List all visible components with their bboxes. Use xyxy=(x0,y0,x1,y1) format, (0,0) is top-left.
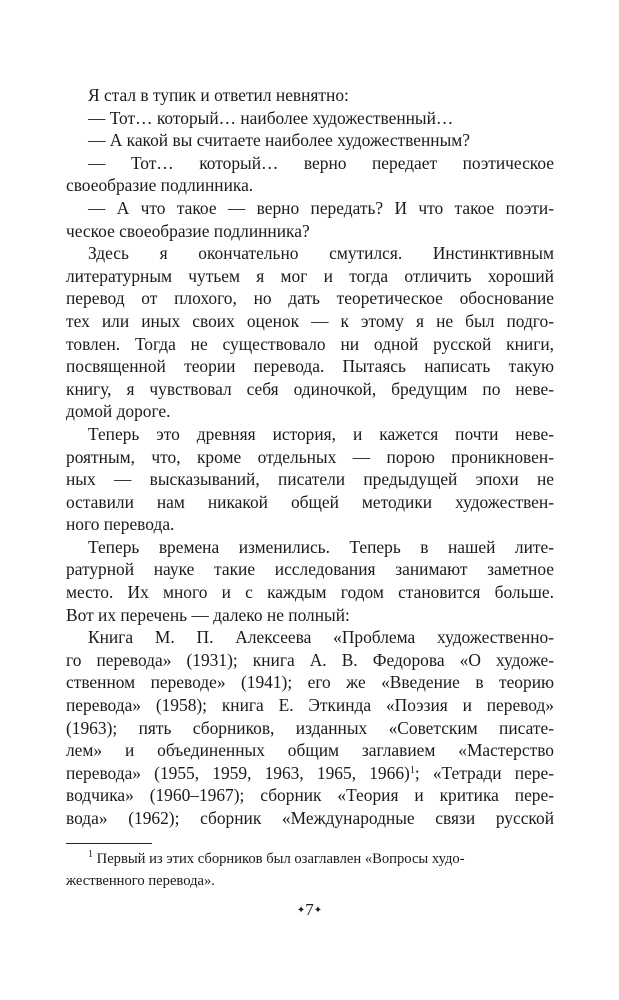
line-text: тех или иных своих оценок — к этому я не был подго- xyxy=(66,310,554,331)
text-line xyxy=(66,265,554,288)
text-line xyxy=(66,152,554,175)
line-text: (1963); пять сборников, изданных «Советским писате- xyxy=(66,717,554,738)
text-line xyxy=(66,513,554,536)
line-text: ; «Тетради пере- xyxy=(414,762,555,783)
text-line xyxy=(66,423,554,446)
footnote-line xyxy=(66,848,554,870)
page-number-value: 7 xyxy=(305,900,314,919)
text-line xyxy=(66,310,554,333)
footnote-reference: 1 xyxy=(409,764,415,776)
line-text: ных — высказываний, писатели предыдущей эпохи не xyxy=(66,469,554,490)
line-text: роятным, что, кроме отдельных — порою проникновен- xyxy=(66,446,554,467)
line-text: ратурной науке такие исследования занимают заметное xyxy=(66,559,554,580)
text-line xyxy=(66,739,554,762)
line-text: Я стал в тупик и ответил невнятно: xyxy=(88,85,349,105)
text-line xyxy=(66,468,554,491)
text-line xyxy=(66,378,554,401)
text-line xyxy=(66,807,554,830)
text-line xyxy=(66,84,554,107)
text-line xyxy=(66,671,554,694)
footnote-text: жественного перевода». xyxy=(66,873,215,889)
line-text: место. Их много и с каждым годом становится больше. xyxy=(66,582,554,603)
ornament-icon: ✦ xyxy=(313,905,323,916)
ornament-icon: ✦ xyxy=(296,905,306,916)
line-text: водчика» (1960–1967); сборник «Теория и критика пере- xyxy=(66,785,554,806)
text-line xyxy=(66,762,554,785)
text-line xyxy=(66,784,554,807)
line-text: книгу, я чувствовал себя одиночкой, бредущим по неве- xyxy=(66,378,554,399)
footnote-text: Первый из этих сборников был озаглавлен «Вопросы худо- xyxy=(96,851,465,867)
text-line xyxy=(66,107,554,130)
line-text: — А что такое — верно передать? И что такое поэти- xyxy=(88,197,554,218)
line-text: перевода» (1955, 1959, 1963, 1965, 1966) xyxy=(66,762,410,783)
line-text: лем» и объединенных общим заглавием «Мастерство xyxy=(66,740,554,761)
text-line xyxy=(66,242,554,265)
text-line xyxy=(66,333,554,356)
text-line xyxy=(66,581,554,604)
body-text xyxy=(66,84,554,830)
text-line xyxy=(66,129,554,152)
line-text: перевод от плохого, но дать теоретическое обоснование xyxy=(66,288,554,309)
text-line xyxy=(66,626,554,649)
line-text: ческое своеобразие подлинника? xyxy=(66,220,310,241)
line-text: перевода» (1958); книга Е. Эткинда «Поэзия и перевод» xyxy=(66,695,554,716)
line-text: товлен. Тогда не существовало ни одной русской книги, xyxy=(66,333,554,354)
text-line xyxy=(66,446,554,469)
line-text: вода» (1962); сборник «Международные связи русской xyxy=(66,808,554,828)
line-text: оставили нам никакой общей методики художествен- xyxy=(66,491,554,512)
text-line xyxy=(66,649,554,672)
line-text: — Тот… который… верно передает поэтическое xyxy=(88,152,554,173)
footnote xyxy=(66,848,554,892)
line-text: Здесь я окончательно смутился. Инстинктивным xyxy=(88,243,554,264)
page-number xyxy=(0,900,619,920)
text-line xyxy=(66,400,554,423)
line-text: ственном переводе» (1941); его же «Введение в теорию xyxy=(66,672,554,693)
line-text: посвященной теории перевода. Пытаясь написать такую xyxy=(66,356,554,377)
footnote-marker: 1 xyxy=(88,849,93,860)
text-line xyxy=(66,355,554,378)
text-line xyxy=(66,717,554,740)
line-text: го перевода» (1931); книга А. В. Федорова «О художе- xyxy=(66,649,554,670)
line-text: Книга М. П. Алексеева «Проблема художественно- xyxy=(88,627,554,648)
line-text: — Тот… который… наиболее художественный… xyxy=(88,107,454,128)
line-text: своеобразие подлинника. xyxy=(66,175,254,196)
line-text: литературным чутьем я мог и тогда отличить хороший xyxy=(66,265,554,286)
text-line xyxy=(66,220,554,243)
line-text: — А какой вы считаете наиболее художественным? xyxy=(88,130,471,151)
footnote-rule xyxy=(66,843,152,844)
text-line xyxy=(66,174,554,197)
line-text: Теперь времена изменились. Теперь в нашей лите- xyxy=(88,536,554,557)
line-text: домой дороге. xyxy=(66,401,171,422)
text-line xyxy=(66,491,554,514)
line-text: Вот их перечень — далеко не полный: xyxy=(66,604,350,625)
text-line xyxy=(66,694,554,717)
text-line xyxy=(66,604,554,627)
footnote-line xyxy=(66,870,554,892)
text-line xyxy=(66,197,554,220)
text-line xyxy=(66,287,554,310)
line-text: ного перевода. xyxy=(66,514,175,535)
text-line xyxy=(66,536,554,559)
text-line xyxy=(66,558,554,581)
line-text: Теперь это древняя история, и кажется почти неве- xyxy=(88,423,554,444)
